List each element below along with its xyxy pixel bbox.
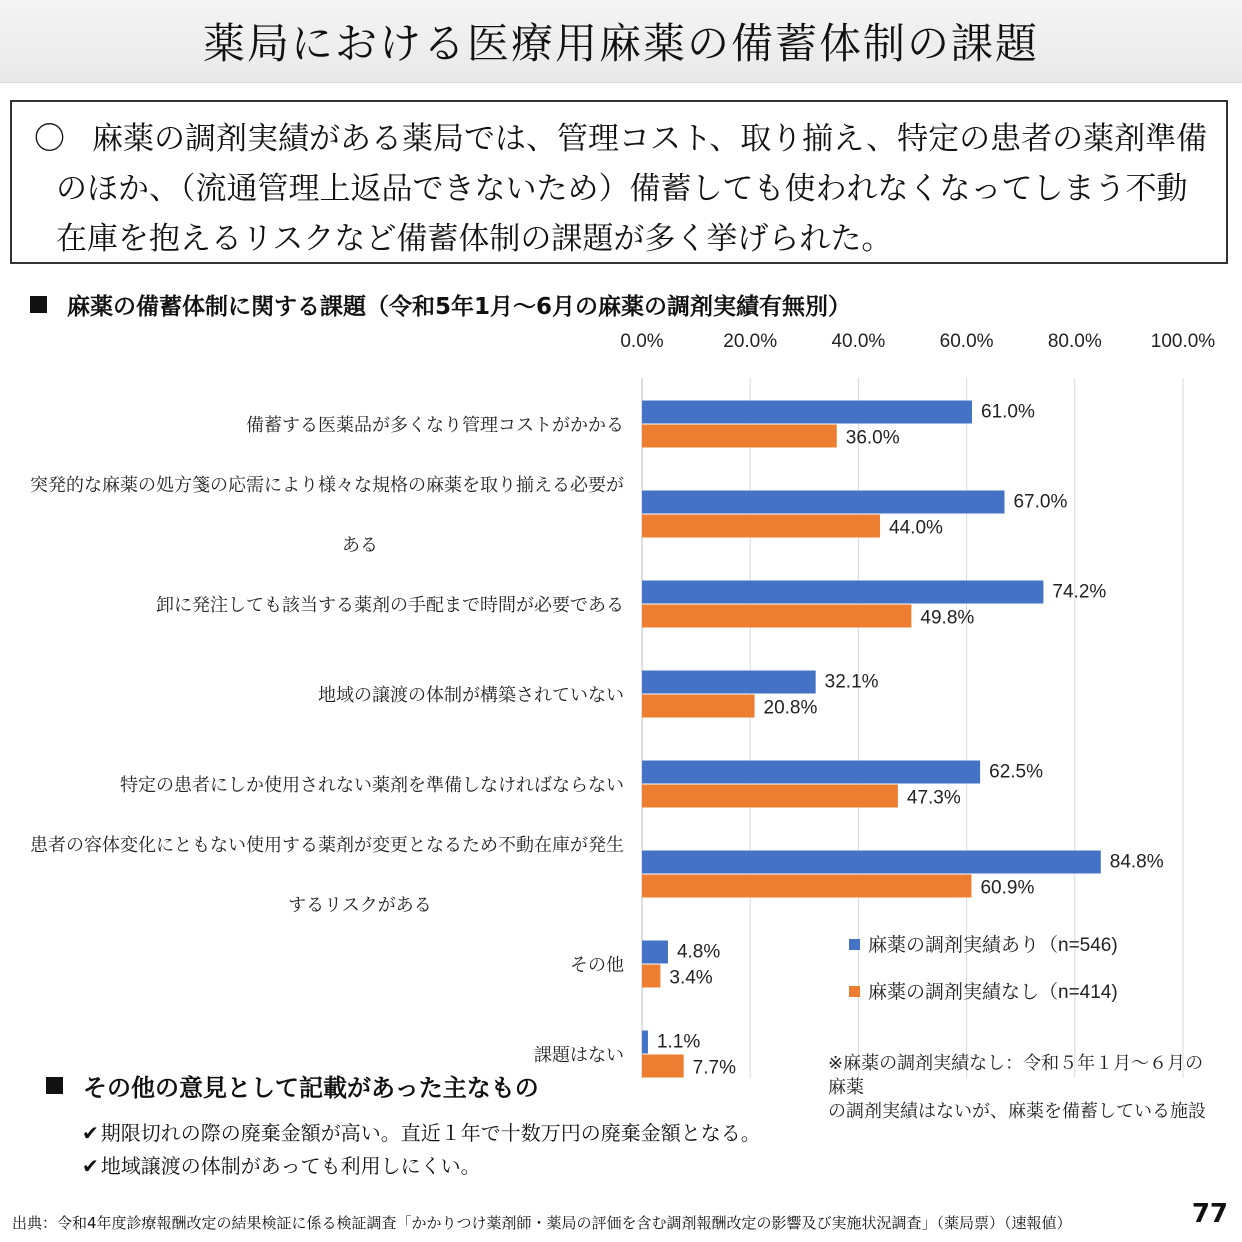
legend-label: 麻薬の調剤実績なし（n=414): [868, 982, 1118, 1003]
category-label: 地域の譲渡の体制が構築されていない: [318, 685, 624, 705]
bar-series-2: [642, 965, 660, 988]
data-label: 44.0%: [889, 517, 943, 539]
bar-series-1: [642, 851, 1101, 874]
data-label: 74.2%: [1052, 581, 1107, 603]
category-label: 課題はない: [534, 1045, 624, 1065]
note-line: の調剤実績はないが、麻薬を備蓄している施設: [828, 1101, 1206, 1122]
data-label: 67.0%: [1013, 491, 1068, 513]
data-label: 3.4%: [669, 967, 713, 989]
list-item: ✔ 地域譲渡の体制があっても利用しにくい。: [82, 1154, 481, 1178]
note-line: ※麻薬の調剤実績なし：令和５年１月～６月の麻薬: [828, 1053, 1204, 1098]
bar-series-2: [642, 515, 880, 538]
data-label: 36.0%: [845, 427, 900, 449]
data-label: 84.8%: [1109, 851, 1164, 873]
page-number: 77: [1191, 1199, 1228, 1229]
x-tick-label: 80.0%: [1047, 331, 1102, 352]
data-label: 49.8%: [920, 607, 975, 629]
other-heading-text: その他の意見として記載があった主なもの: [83, 1074, 539, 1102]
category-label: ある: [342, 535, 378, 555]
check-icon: ✔: [82, 1121, 99, 1145]
data-label: 62.5%: [989, 761, 1043, 783]
bar-series-1: [642, 761, 980, 784]
page-title: 薬局における医療用麻薬の備蓄体制の課題: [202, 19, 1039, 68]
category-label: 卸に発注しても該当する薬剤の手配まで時間が必要である: [156, 595, 624, 615]
bar-series-1: [642, 581, 1043, 604]
category-label: 備蓄する医薬品が多くなり管理コストがかかる: [246, 415, 624, 435]
data-label: 32.1%: [824, 671, 879, 693]
bar-series-2: [642, 605, 911, 628]
category-label: 突発的な麻薬の処方箋の応需により様々な規格の麻薬を取り揃える必要が: [30, 475, 624, 495]
legend-swatch: [849, 986, 860, 997]
summary-bullet: 〇: [34, 121, 65, 157]
data-label: 20.8%: [763, 697, 818, 719]
bar-series-1: [642, 491, 1004, 514]
chart-note: [828, 1052, 1208, 1124]
data-label: 1.1%: [656, 1031, 701, 1053]
bar-series-2: [642, 425, 837, 448]
other-heading: [46, 1068, 539, 1103]
summary-text: 麻薬の調剤実績がある薬局では、管理コスト、取り揃え、特定の患者の薬剤準備のほか、（流通管理上返品できないため）備蓄しても使われなくなってしまう不動在庫を抱えるリスクなど備蓄体制の課題が多く挙げられた。: [56, 121, 1208, 257]
category-label: 特定の患者にしか使用されない薬剤を準備しなければならない: [120, 775, 624, 795]
category-label: するリスクがある: [288, 895, 432, 915]
bar-series-1: [642, 1031, 648, 1054]
data-label: 7.7%: [692, 1057, 736, 1079]
data-label: 61.0%: [981, 401, 1035, 423]
x-tick-label: 100.0%: [1150, 331, 1216, 352]
data-label: 60.9%: [980, 877, 1035, 899]
category-label: 患者の容体変化にともない使用する薬剤が変更となるため不動在庫が発生: [30, 835, 624, 855]
other-opinions-list: [82, 1117, 761, 1183]
bar-series-1: [642, 671, 816, 694]
bar-series-1: [642, 941, 668, 964]
legend-swatch: [849, 939, 860, 950]
category-label: その他: [570, 955, 624, 975]
list-item: ✔ 期限切れの際の廃棄金額が高い。直近１年で十数万円の廃棄金額となる。: [82, 1121, 761, 1145]
bar-series-2: [642, 875, 971, 898]
square-bullet-icon: [46, 1077, 63, 1094]
bar-series-2: [642, 695, 755, 718]
bar-series-2: [642, 785, 898, 808]
x-tick-label: 40.0%: [831, 331, 886, 352]
bar-series-2: [642, 1055, 684, 1078]
x-tick-label: 0.0%: [620, 331, 664, 352]
bar-series-1: [642, 401, 972, 424]
legend-label: 麻薬の調剤実績あり（n=546): [868, 935, 1118, 956]
x-tick-label: 20.0%: [723, 331, 778, 352]
check-icon: ✔: [82, 1154, 99, 1178]
chart-heading-text: 麻薬の備蓄体制に関する課題（令和5年1月～6月の麻薬の調剤実績有無別）: [67, 294, 852, 320]
x-tick-label: 60.0%: [939, 331, 994, 352]
data-label: 47.3%: [906, 787, 961, 809]
data-label: 4.8%: [676, 941, 721, 963]
source-citation: 出典：令和4年度診療報酬改定の結果検証に係る検証調査「かかりつけ薬剤師・薬局の評価を含む調剤報酬改定の影響及び実施状況調査」（薬局票）（速報値）: [12, 1214, 1072, 1232]
